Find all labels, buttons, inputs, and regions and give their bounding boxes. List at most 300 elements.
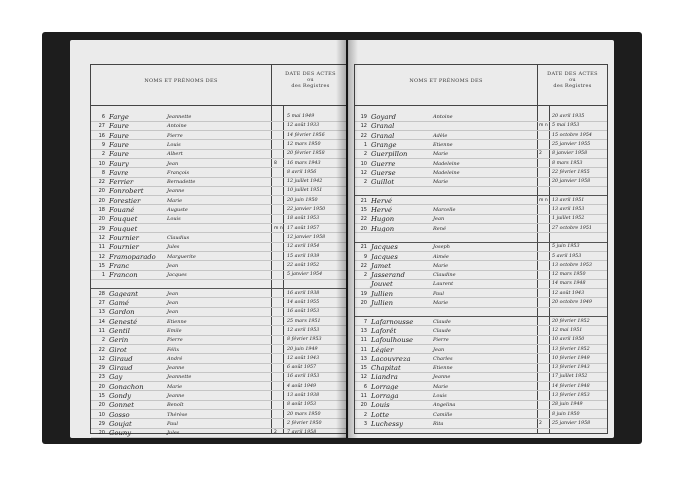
surname: Fournier bbox=[109, 243, 139, 252]
given-name: Claudine bbox=[433, 272, 456, 279]
register-row bbox=[91, 271, 346, 280]
record-date: 5 avril 1953 bbox=[552, 253, 582, 259]
record-date: 18 août 1953 bbox=[287, 216, 320, 222]
surname: Guerse bbox=[371, 168, 396, 177]
marginal-mark: 2 bbox=[539, 151, 542, 157]
given-name: Charles bbox=[433, 355, 453, 362]
record-date: 8 mars 1953 bbox=[552, 160, 583, 166]
entry-number: 1 bbox=[363, 141, 367, 148]
entry-number: 1 bbox=[101, 272, 105, 279]
entry-number: 20 bbox=[98, 430, 105, 437]
given-name: Louis bbox=[167, 141, 181, 148]
given-name: Marie bbox=[167, 383, 183, 390]
record-date: 12 août 1943 bbox=[552, 290, 585, 296]
register-row bbox=[355, 355, 607, 364]
surname: Guillot bbox=[371, 178, 395, 187]
surname: Gentil bbox=[109, 326, 130, 335]
entry-number: 11 bbox=[360, 346, 367, 353]
entry-number: 12 bbox=[360, 169, 367, 176]
given-name: Joseph bbox=[433, 244, 450, 251]
surname: Granal bbox=[371, 122, 395, 131]
given-name: Jean bbox=[433, 216, 445, 223]
surname: Jullien bbox=[371, 289, 394, 298]
given-name: Jules bbox=[167, 244, 180, 251]
register-row bbox=[91, 243, 346, 252]
register-row bbox=[91, 373, 346, 382]
entry-number: 13 bbox=[98, 309, 105, 316]
record-date: 14 août 1955 bbox=[287, 300, 320, 305]
surname: Favre bbox=[109, 168, 129, 177]
entry-number: 2 bbox=[363, 151, 367, 158]
register-row bbox=[91, 215, 346, 224]
record-date: 22 février 1955 bbox=[552, 169, 590, 175]
record-date: 13 avril 1951 bbox=[552, 197, 585, 203]
given-name: René bbox=[433, 225, 446, 232]
surname: Faure bbox=[109, 122, 129, 131]
record-date: 13 février 1943 bbox=[552, 365, 590, 371]
marginal-mark: 2 bbox=[539, 420, 542, 426]
surname: Lotte bbox=[371, 410, 390, 419]
marginal-mark: m n bbox=[274, 225, 283, 231]
record-date: 20 février 1958 bbox=[287, 151, 325, 157]
right-table-header bbox=[355, 65, 607, 106]
surname: Francon bbox=[109, 271, 138, 280]
entry-number: 11 bbox=[98, 327, 105, 334]
register-row bbox=[355, 420, 607, 429]
record-date: 12 mars 1950 bbox=[552, 272, 586, 278]
record-date: 28 juin 1949 bbox=[552, 402, 583, 408]
given-name: Louis bbox=[167, 216, 181, 223]
record-date: 16 avril 1953 bbox=[287, 374, 320, 380]
entry-number: 23 bbox=[98, 374, 105, 381]
record-date: 10 février 1949 bbox=[552, 355, 590, 361]
register-row bbox=[91, 150, 346, 159]
left-table-header bbox=[91, 65, 346, 106]
record-date: 14 février 1956 bbox=[287, 132, 325, 138]
surname: Gouny bbox=[109, 429, 132, 438]
register-row bbox=[91, 318, 346, 327]
surname: Ferrier bbox=[109, 178, 134, 187]
register-row bbox=[355, 113, 607, 122]
surname: Lafoulhouse bbox=[371, 336, 414, 345]
record-date: 20 octobre 1949 bbox=[552, 300, 592, 305]
entry-number: 13 bbox=[360, 355, 367, 362]
marginal-mark: m n bbox=[539, 123, 548, 129]
given-name: Angelina bbox=[433, 402, 456, 409]
given-name: Etienne bbox=[433, 141, 453, 148]
rule-line bbox=[355, 428, 607, 429]
record-date: 10 juillet 1951 bbox=[287, 188, 323, 194]
given-name: Paul bbox=[433, 290, 444, 297]
surname: Genesté bbox=[109, 317, 138, 326]
register-row bbox=[91, 290, 346, 299]
record-date: 17 août 1957 bbox=[287, 225, 320, 231]
record-date: 25 mars 1951 bbox=[287, 318, 321, 324]
surname: Gonnet bbox=[109, 401, 135, 410]
register-row bbox=[355, 280, 607, 289]
entry-number: 12 bbox=[98, 234, 105, 241]
entry-number: 14 bbox=[98, 318, 105, 325]
register-row bbox=[91, 197, 346, 206]
entry-number: 19 bbox=[360, 114, 367, 120]
register-row bbox=[91, 355, 346, 364]
register-row bbox=[355, 141, 607, 150]
record-date: 25 janvier 1958 bbox=[552, 420, 591, 426]
given-name: Pierre bbox=[433, 337, 449, 344]
register-row bbox=[91, 327, 346, 336]
surname: Laforêt bbox=[371, 326, 397, 335]
given-name: Jeanne bbox=[433, 374, 451, 381]
surname: Granal bbox=[371, 131, 395, 140]
given-name: Jules bbox=[167, 430, 180, 437]
record-date: 14 mars 1948 bbox=[552, 281, 586, 287]
surname: Faure bbox=[109, 131, 129, 140]
register-row bbox=[355, 178, 607, 187]
register-row bbox=[91, 364, 346, 373]
entry-number: 20 bbox=[98, 188, 105, 195]
register-row bbox=[91, 401, 346, 410]
entry-number: 19 bbox=[360, 290, 367, 297]
record-date: 20 février 1952 bbox=[552, 318, 590, 324]
names-column-title: NOMS ET PRÉNOMS DES bbox=[409, 78, 483, 84]
entry-number: 29 bbox=[98, 225, 105, 232]
right-page bbox=[348, 40, 614, 438]
given-name: Jacques bbox=[167, 272, 187, 279]
entry-number: 20 bbox=[360, 300, 367, 306]
record-date: 25 janvier 1955 bbox=[552, 141, 591, 147]
record-date: 20 avril 1935 bbox=[552, 114, 585, 119]
given-name: Marie bbox=[433, 383, 449, 390]
entry-number: 16 bbox=[98, 132, 105, 139]
surname: Giraud bbox=[109, 354, 133, 363]
record-date: 16 avril 1938 bbox=[287, 290, 320, 296]
record-date: 12 août 1933 bbox=[287, 123, 320, 129]
record-date: 13 août 1938 bbox=[287, 393, 320, 398]
entry-number: 20 bbox=[360, 225, 367, 232]
record-date: 15 octobre 1954 bbox=[552, 132, 592, 138]
entry-number: 12 bbox=[98, 355, 105, 362]
register-row bbox=[91, 420, 346, 429]
register-row bbox=[91, 141, 346, 150]
surname: Goyard bbox=[371, 113, 397, 121]
entry-number: 15 bbox=[360, 207, 367, 213]
record-date: 12 août 1943 bbox=[287, 355, 320, 361]
entry-number: 2 bbox=[101, 337, 105, 344]
record-date: 12 juillet 1942 bbox=[287, 179, 323, 185]
given-name: Pierre bbox=[167, 337, 183, 344]
register-row bbox=[355, 197, 607, 206]
record-date: 8 janvier 1958 bbox=[552, 151, 588, 157]
register-row bbox=[355, 262, 607, 271]
surname: Luchessy bbox=[371, 419, 403, 428]
register-row bbox=[91, 392, 346, 401]
given-name: Emile bbox=[167, 327, 182, 334]
register-row bbox=[355, 308, 607, 317]
given-name: Louis bbox=[433, 393, 447, 399]
given-name: Marie bbox=[433, 262, 449, 269]
register-row bbox=[355, 150, 607, 159]
given-name: Jean bbox=[167, 262, 179, 269]
register-row bbox=[91, 346, 346, 355]
register-row bbox=[355, 271, 607, 280]
register-row bbox=[355, 160, 607, 169]
record-date: 10 avril 1950 bbox=[552, 337, 585, 343]
register-row bbox=[91, 308, 346, 317]
given-name: Jean bbox=[167, 290, 179, 297]
register-row bbox=[91, 187, 346, 196]
register-row bbox=[355, 392, 607, 401]
given-name: Marie bbox=[433, 300, 449, 306]
record-date: 12 janvier 1958 bbox=[287, 234, 326, 240]
entry-number: 10 bbox=[98, 160, 105, 167]
record-date: 20 mars 1950 bbox=[287, 411, 321, 417]
entry-number: 13 bbox=[360, 327, 367, 334]
date-column-title: DATE DES ACTES ou des Registres bbox=[547, 71, 598, 89]
given-name: Claude bbox=[433, 318, 451, 325]
given-name: François bbox=[167, 169, 190, 176]
entry-number: 15 bbox=[98, 393, 105, 399]
entry-number: 6 bbox=[363, 383, 367, 390]
surname: Liandra bbox=[371, 373, 398, 382]
surname: Jacques bbox=[371, 252, 398, 261]
record-date: 13 avril 1953 bbox=[552, 207, 585, 212]
surname: Lorrage bbox=[371, 382, 399, 391]
given-name: Claudius bbox=[167, 234, 190, 241]
given-name: Benoît bbox=[167, 402, 184, 409]
record-date: 20 janvier 1958 bbox=[552, 179, 591, 185]
surname: Fouquet bbox=[109, 224, 138, 233]
entry-number: 3 bbox=[363, 420, 367, 427]
given-name: Rita bbox=[433, 420, 444, 427]
entry-number: 28 bbox=[98, 290, 105, 297]
entry-number: 20 bbox=[98, 197, 105, 204]
surname: Jasserand bbox=[371, 271, 405, 280]
date-column-title: DATE DES ACTES ou des Registres bbox=[285, 71, 336, 89]
surname: Gageant bbox=[109, 289, 139, 298]
left-table-frame bbox=[90, 64, 346, 438]
record-date: 1 juillet 1952 bbox=[552, 216, 585, 222]
given-name: Jeanne bbox=[167, 188, 185, 195]
surname: Gondy bbox=[109, 392, 132, 400]
record-date: 5 mai 1953 bbox=[552, 123, 580, 129]
record-date: 16 août 1953 bbox=[287, 309, 320, 315]
register-row bbox=[355, 346, 607, 355]
given-name: Auguste bbox=[167, 207, 188, 213]
entry-number: 12 bbox=[360, 374, 367, 381]
given-name: Bernadette bbox=[167, 179, 196, 186]
entry-number: 9 bbox=[101, 141, 105, 148]
register-row bbox=[91, 411, 346, 420]
entry-number: 21 bbox=[360, 244, 367, 251]
given-name: Jean bbox=[167, 300, 179, 306]
register-row bbox=[355, 234, 607, 243]
register-row bbox=[91, 280, 346, 289]
entry-number: 12 bbox=[98, 253, 105, 260]
entry-number: 10 bbox=[360, 160, 367, 167]
register-row bbox=[355, 215, 607, 224]
rule-line bbox=[91, 437, 346, 438]
entry-number: 18 bbox=[98, 207, 105, 213]
entry-number: 27 bbox=[98, 123, 105, 130]
given-name: Paul bbox=[167, 420, 178, 427]
register-row bbox=[91, 225, 346, 234]
surname: Lafarnousse bbox=[371, 317, 414, 326]
surname: Franc bbox=[109, 261, 130, 270]
surname: Hugon bbox=[371, 215, 395, 224]
register-row bbox=[355, 411, 607, 420]
surname: Jouvet bbox=[371, 280, 393, 289]
register-row bbox=[91, 429, 346, 438]
entry-number: 22 bbox=[360, 132, 367, 139]
entry-number: 11 bbox=[360, 393, 367, 399]
record-date: 16 mars 1943 bbox=[287, 160, 321, 166]
given-name: Antoine bbox=[167, 123, 187, 130]
register-row bbox=[91, 262, 346, 271]
record-date: 8 février 1953 bbox=[287, 337, 322, 343]
given-name: Etienne bbox=[433, 365, 453, 372]
surname: Faure bbox=[109, 140, 129, 149]
record-date: 12 mars 1950 bbox=[287, 141, 321, 147]
register-row bbox=[91, 169, 346, 178]
record-date: 6 août 1957 bbox=[287, 365, 317, 371]
book-gutter bbox=[336, 40, 358, 438]
given-name: Marie bbox=[433, 179, 449, 186]
given-name: Antoine bbox=[433, 114, 453, 120]
register-row bbox=[355, 299, 607, 308]
surname: Gonachon bbox=[109, 382, 144, 391]
record-date: 8 août 1953 bbox=[287, 402, 317, 408]
given-name: Marie bbox=[167, 197, 183, 204]
given-name: Camille bbox=[433, 411, 453, 418]
record-date: 22 janvier 1950 bbox=[287, 207, 326, 212]
given-name: Marcelle bbox=[433, 207, 456, 213]
record-date: 13 février 1952 bbox=[552, 346, 590, 352]
surname: Chapitat bbox=[371, 364, 401, 373]
register-row bbox=[355, 373, 607, 382]
register-row bbox=[91, 122, 346, 131]
surname: Jacques bbox=[371, 243, 398, 252]
surname: Goujat bbox=[109, 419, 132, 428]
surname: Fouané bbox=[109, 206, 135, 214]
record-date: 4 août 1949 bbox=[287, 383, 317, 389]
entry-number: 2 bbox=[363, 272, 367, 279]
register-row bbox=[355, 122, 607, 131]
surname: Farge bbox=[109, 113, 129, 121]
given-name: Etienne bbox=[167, 318, 187, 325]
register-row bbox=[91, 206, 346, 215]
marginal-mark: 8 bbox=[274, 160, 277, 166]
given-name: Jean bbox=[433, 346, 445, 353]
surname: Gay bbox=[109, 373, 123, 382]
entry-number: 10 bbox=[98, 411, 105, 418]
entry-number: 22 bbox=[360, 262, 367, 269]
entry-number: 20 bbox=[98, 402, 105, 409]
surname: Hervé bbox=[371, 206, 393, 214]
surname: Grange bbox=[371, 140, 397, 149]
marginal-mark: 2 bbox=[274, 430, 277, 436]
record-date: 8 juin 1950 bbox=[552, 411, 580, 417]
entry-number: 22 bbox=[98, 346, 105, 353]
record-date: 12 avril 1953 bbox=[287, 327, 320, 333]
record-date: 5 juin 1953 bbox=[552, 244, 580, 250]
surname: Jullien bbox=[371, 299, 394, 307]
record-date: 20 juin 1950 bbox=[287, 197, 318, 203]
entry-number: 20 bbox=[360, 402, 367, 409]
left-page bbox=[70, 40, 346, 438]
register-row bbox=[355, 327, 607, 336]
given-name: Madeleine bbox=[433, 160, 460, 167]
marginal-mark: m n bbox=[539, 197, 548, 203]
given-name: Jeannette bbox=[167, 114, 192, 120]
surname: Gerin bbox=[109, 336, 129, 345]
entry-number: 22 bbox=[98, 179, 105, 186]
surname: Légier bbox=[371, 345, 394, 354]
surname: Gosso bbox=[109, 410, 130, 419]
entry-number: 15 bbox=[98, 262, 105, 269]
register-row bbox=[91, 336, 346, 345]
register-row bbox=[91, 113, 346, 122]
surname: Hervé bbox=[371, 196, 393, 205]
register-row bbox=[91, 160, 346, 169]
given-name: Jeanne bbox=[167, 365, 185, 372]
right-table-frame bbox=[354, 64, 608, 434]
surname: Forestier bbox=[109, 196, 141, 205]
entry-number: 29 bbox=[98, 365, 105, 372]
surname: Gamé bbox=[109, 299, 129, 307]
entry-number: 2 bbox=[363, 411, 367, 418]
surname: Hugon bbox=[371, 224, 395, 233]
register-row bbox=[355, 253, 607, 262]
surname: Framoparado bbox=[109, 252, 156, 261]
surname: Fouquet bbox=[109, 215, 138, 224]
record-date: 27 octobre 1951 bbox=[552, 225, 592, 231]
entry-number: 8 bbox=[101, 169, 105, 176]
surname: Faury bbox=[109, 159, 129, 168]
given-name: Félix bbox=[167, 346, 180, 353]
record-date: 12 mai 1951 bbox=[552, 327, 583, 333]
surname: Louis bbox=[371, 401, 390, 410]
surname: Gardon bbox=[109, 308, 135, 317]
register-row bbox=[355, 243, 607, 252]
given-name: Albert bbox=[167, 151, 183, 158]
surname: Lorraga bbox=[371, 392, 399, 400]
record-date: 12 avril 1954 bbox=[287, 244, 320, 250]
record-date: 5 janvier 1954 bbox=[287, 272, 323, 278]
given-name: Thérèse bbox=[167, 411, 188, 418]
given-name: Claude bbox=[433, 327, 451, 334]
record-date: 2 février 1950 bbox=[287, 420, 322, 426]
record-date: 13 octobre 1953 bbox=[552, 262, 592, 268]
entry-number: 6 bbox=[101, 114, 105, 120]
register-row bbox=[91, 253, 346, 262]
register-row bbox=[355, 364, 607, 373]
entry-number: 22 bbox=[360, 216, 367, 223]
entry-number: 2 bbox=[101, 151, 105, 158]
entry-number: 20 bbox=[98, 383, 105, 390]
given-name: Madeleine bbox=[433, 169, 460, 176]
surname: Jamet bbox=[371, 261, 391, 270]
record-date: 17 juillet 1952 bbox=[552, 374, 588, 380]
record-date: 13 février 1953 bbox=[552, 393, 590, 398]
register-row bbox=[91, 132, 346, 141]
record-date: 8 avril 1956 bbox=[287, 169, 317, 175]
register-row bbox=[355, 169, 607, 178]
entry-number: 2 bbox=[363, 179, 367, 186]
given-name: Marguerite bbox=[167, 253, 196, 260]
record-date: 7 avril 1958 bbox=[287, 430, 317, 436]
given-name: Laurent bbox=[433, 281, 454, 288]
surname: Fournier bbox=[109, 233, 139, 242]
